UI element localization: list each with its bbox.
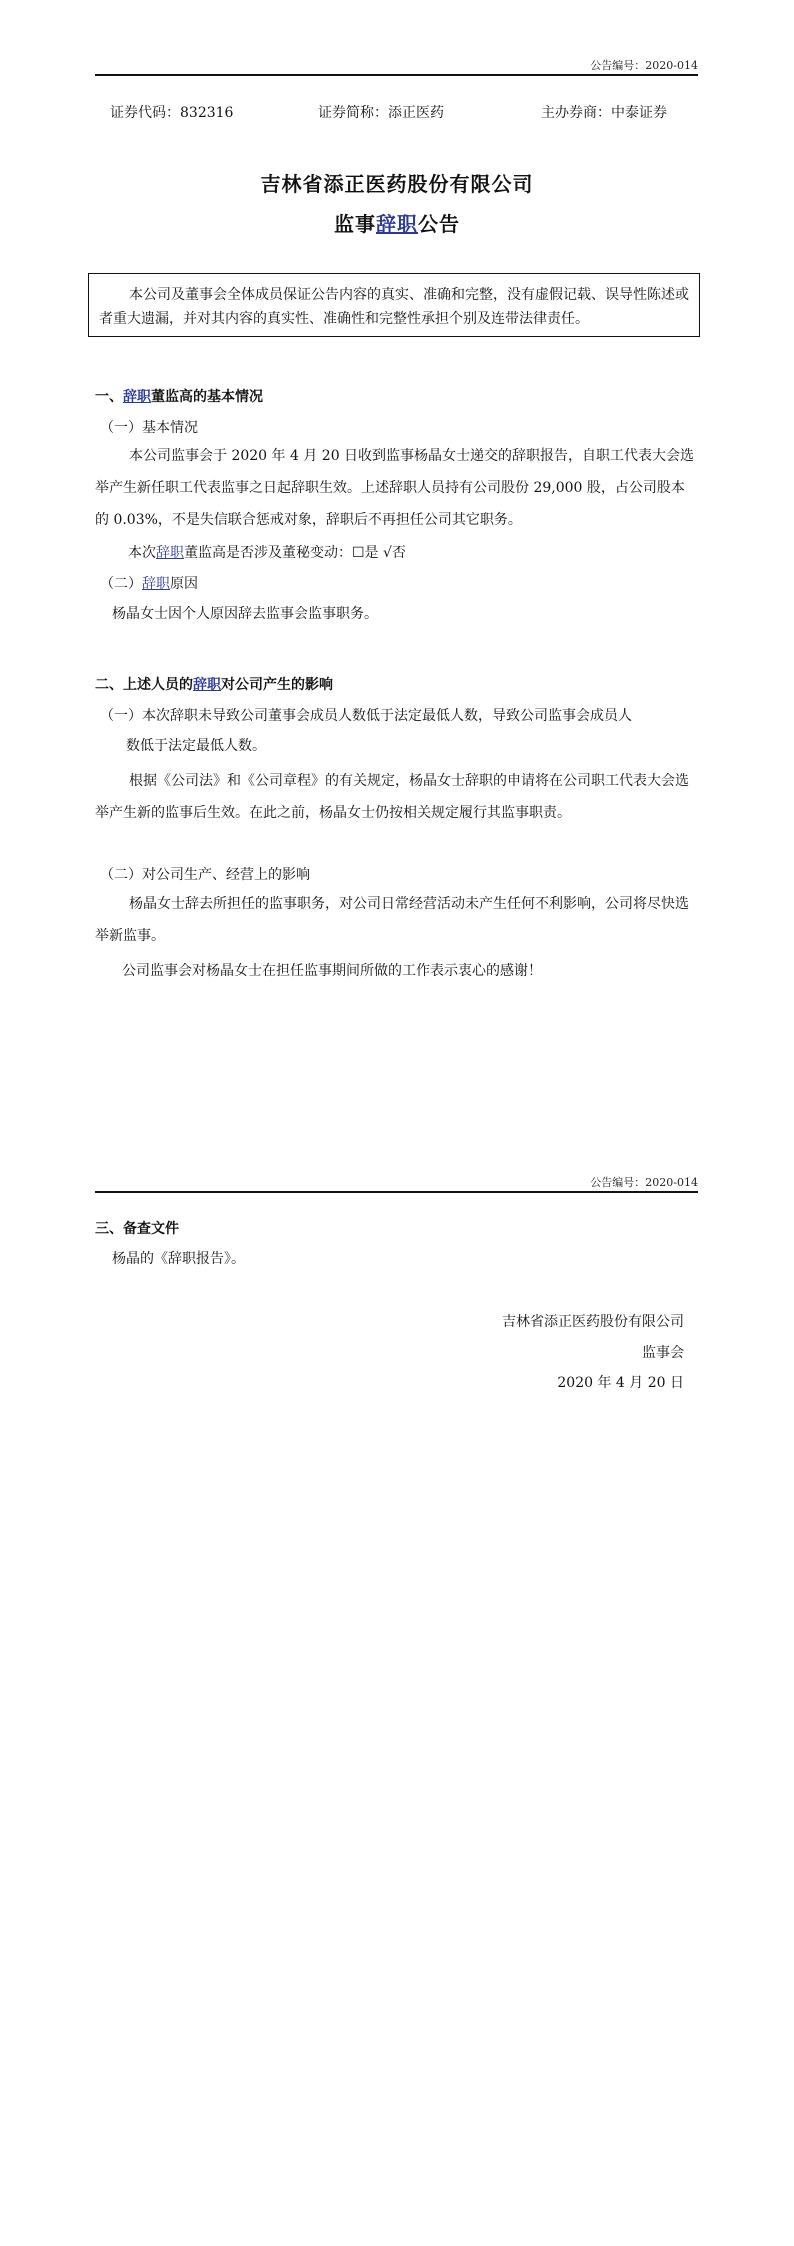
section1-heading (95, 386, 263, 406)
section2-para3 (95, 888, 698, 952)
signature-date: 2020 年 4 月 20 日 (557, 1375, 684, 1391)
header-rule (95, 74, 698, 76)
notice-number: 公告编号：2020-014 (590, 59, 698, 72)
secretary-change-line (128, 540, 406, 566)
title-highlight: 辞职 (376, 212, 418, 236)
section1-heading-highlight: 辞职 (123, 389, 151, 405)
title-pre: 监事 (334, 212, 376, 236)
section2-sub2: （二）对公司生产、经营上的影响 (100, 867, 310, 883)
announcement-title (0, 208, 794, 237)
change-post: 董监高是否涉及董秘变动：☐是 √否 (184, 545, 406, 561)
signature-company: 吉林省添正医药股份有限公司 (502, 1314, 684, 1330)
change-highlight: 辞职 (156, 545, 184, 561)
section1-heading-pre: 一、 (95, 389, 123, 405)
resignation-reason: 杨晶女士因个人原因辞去监事会监事职务。 (112, 606, 378, 622)
signature-department: 监事会 (642, 1345, 684, 1361)
section2-para2 (95, 765, 698, 829)
section1-heading-post: 董监高的基本情况 (151, 389, 263, 405)
thanks-line: 公司监事会对杨晶女士在担任监事期间所做的工作表示衷心的感谢！ (122, 963, 542, 979)
reference-document: 杨晶的《辞职报告》。 (112, 1251, 245, 1267)
section2-heading-highlight: 辞职 (193, 677, 221, 693)
disclaimer-text: 本公司及董事会全体成员保证公告内容的真实、准确和完整，没有虚假记载、误导性陈述或者重大遗漏，并对其内容的真实性、准确性和完整性承担个别及连带法律责任。 (99, 287, 689, 327)
security-short-name: 证券简称：添正医药 (318, 105, 444, 121)
section1-sub1: （一）基本情况 (100, 420, 198, 436)
sub2-highlight: 辞职 (142, 576, 170, 592)
security-code: 证券代码：832316 (110, 105, 234, 121)
section1-para1 (95, 440, 698, 536)
section1-para1-text: 本公司监事会于 2020 年 4 月 20 日收到监事杨晶女士递交的辞职报告，自职工代表大会选举产生新任职工代表监事之日起辞职生效。上述辞职人员持有公司股份 29,000 股，占公司股本的 0.03%，不是失信联合惩戒对象，辞职后不再担任公司其它职务。 (95, 448, 695, 528)
title-post: 公告 (418, 212, 460, 236)
page2-header-rule (95, 1191, 698, 1193)
section2-heading-pre: 二、上述人员的 (95, 677, 193, 693)
section2-para2-text: 根据《公司法》和《公司章程》的有关规定，杨晶女士辞职的申请将在公司职工代表大会选举产生新的监事后生效。在此之前，杨晶女士仍按相关规定履行其监事职责。 (95, 773, 689, 821)
sub2-pre: （二） (100, 576, 142, 592)
section1-sub2 (100, 571, 198, 597)
page2-notice-number: 公告编号：2020-014 (590, 1176, 698, 1189)
change-pre: 本次 (128, 545, 156, 561)
sponsor-broker: 主办券商：中泰证券 (541, 105, 667, 121)
section2-heading (95, 674, 333, 694)
sub2-post: 原因 (170, 576, 198, 592)
disclaimer-box (88, 273, 700, 337)
section2-heading-post: 对公司产生的影响 (221, 677, 333, 693)
company-title: 吉林省添正医药股份有限公司 (260, 172, 534, 196)
section2-item1-line1: （一）本次辞职未导致公司董事会成员人数低于法定最低人数，导致公司监事会成员人 (100, 708, 632, 724)
section2-item1-line2: 数低于法定最低人数。 (126, 738, 266, 754)
section3-heading: 三、备查文件 (95, 1221, 179, 1237)
section2-para3-text: 杨晶女士辞去所担任的监事职务，对公司日常经营活动未产生任何不利影响，公司将尽快选举新监事。 (95, 896, 689, 944)
